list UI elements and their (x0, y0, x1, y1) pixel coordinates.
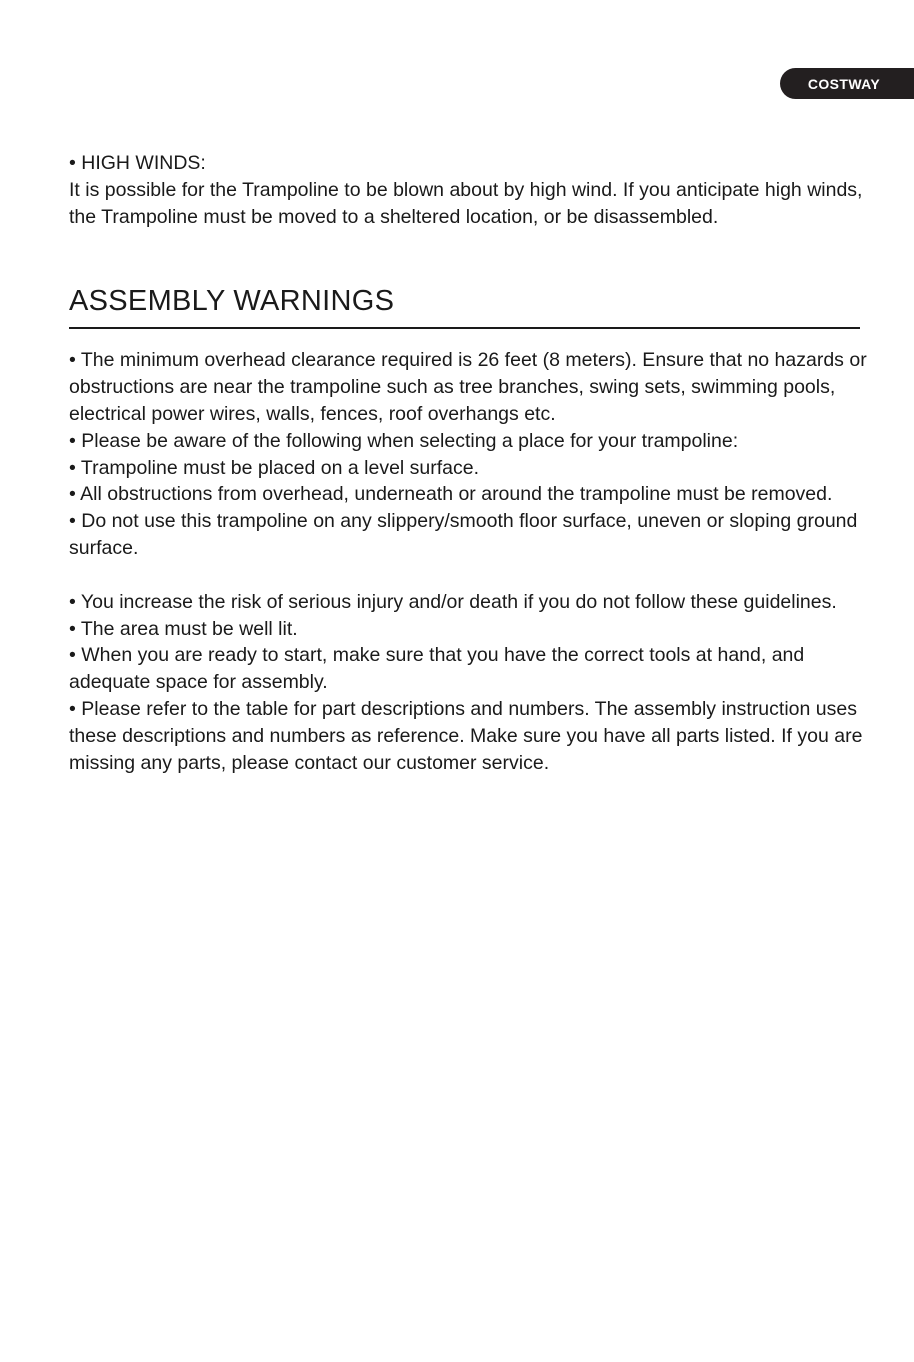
warning-item: • All obstructions from overhead, underneath or around the trampoline must be removed. (69, 483, 833, 506)
warning-item: • When you are ready to start, make sure that you have the correct tools at hand, and adequate space for assembly. (69, 644, 805, 694)
warning-item: • The area must be well lit. (69, 617, 298, 640)
section-divider (69, 327, 860, 329)
assembly-warnings-title: ASSEMBLY WARNINGS (69, 285, 395, 318)
brand-name: COSTWAY (807, 75, 881, 92)
warning-item: • The minimum overhead clearance required is 26 feet (8 meters). Ensure that no hazards or obstructions are near the trampoline such as tree branches, swing sets, swimming pools, electrical power wires, walls, fences, roof overhangs etc. (69, 349, 867, 425)
warning-item: • You increase the risk of serious injury and/or death if you do not follow these guidelines. (69, 590, 837, 613)
warning-item: • Please refer to the table for part descriptions and numbers. The assembly instruction uses these descriptions and numbers as reference. Make sure you have all parts listed. If you are missing any parts, please contact our customer service. (69, 697, 863, 774)
page-content (69, 150, 869, 776)
high-winds-section (69, 150, 869, 230)
paragraph-gap (69, 562, 869, 589)
brand-logo-tab (780, 68, 914, 99)
high-winds-body: It is possible for the Trampoline to be blown about by high wind. If you anticipate high winds, the Trampoline must be moved to a sheltered location, or be disassembled. (69, 178, 863, 228)
assembly-warnings-group-1 (69, 347, 869, 561)
warning-item: • Do not use this trampoline on any slippery/smooth floor surface, uneven or sloping ground surface. (69, 510, 858, 559)
assembly-warnings-group-2 (69, 589, 869, 777)
warning-item: • Trampoline must be placed on a level surface. (69, 456, 480, 479)
high-winds-heading: • HIGH WINDS: (69, 152, 206, 174)
warning-item: • Please be aware of the following when selecting a place for your trampoline: (69, 429, 739, 452)
